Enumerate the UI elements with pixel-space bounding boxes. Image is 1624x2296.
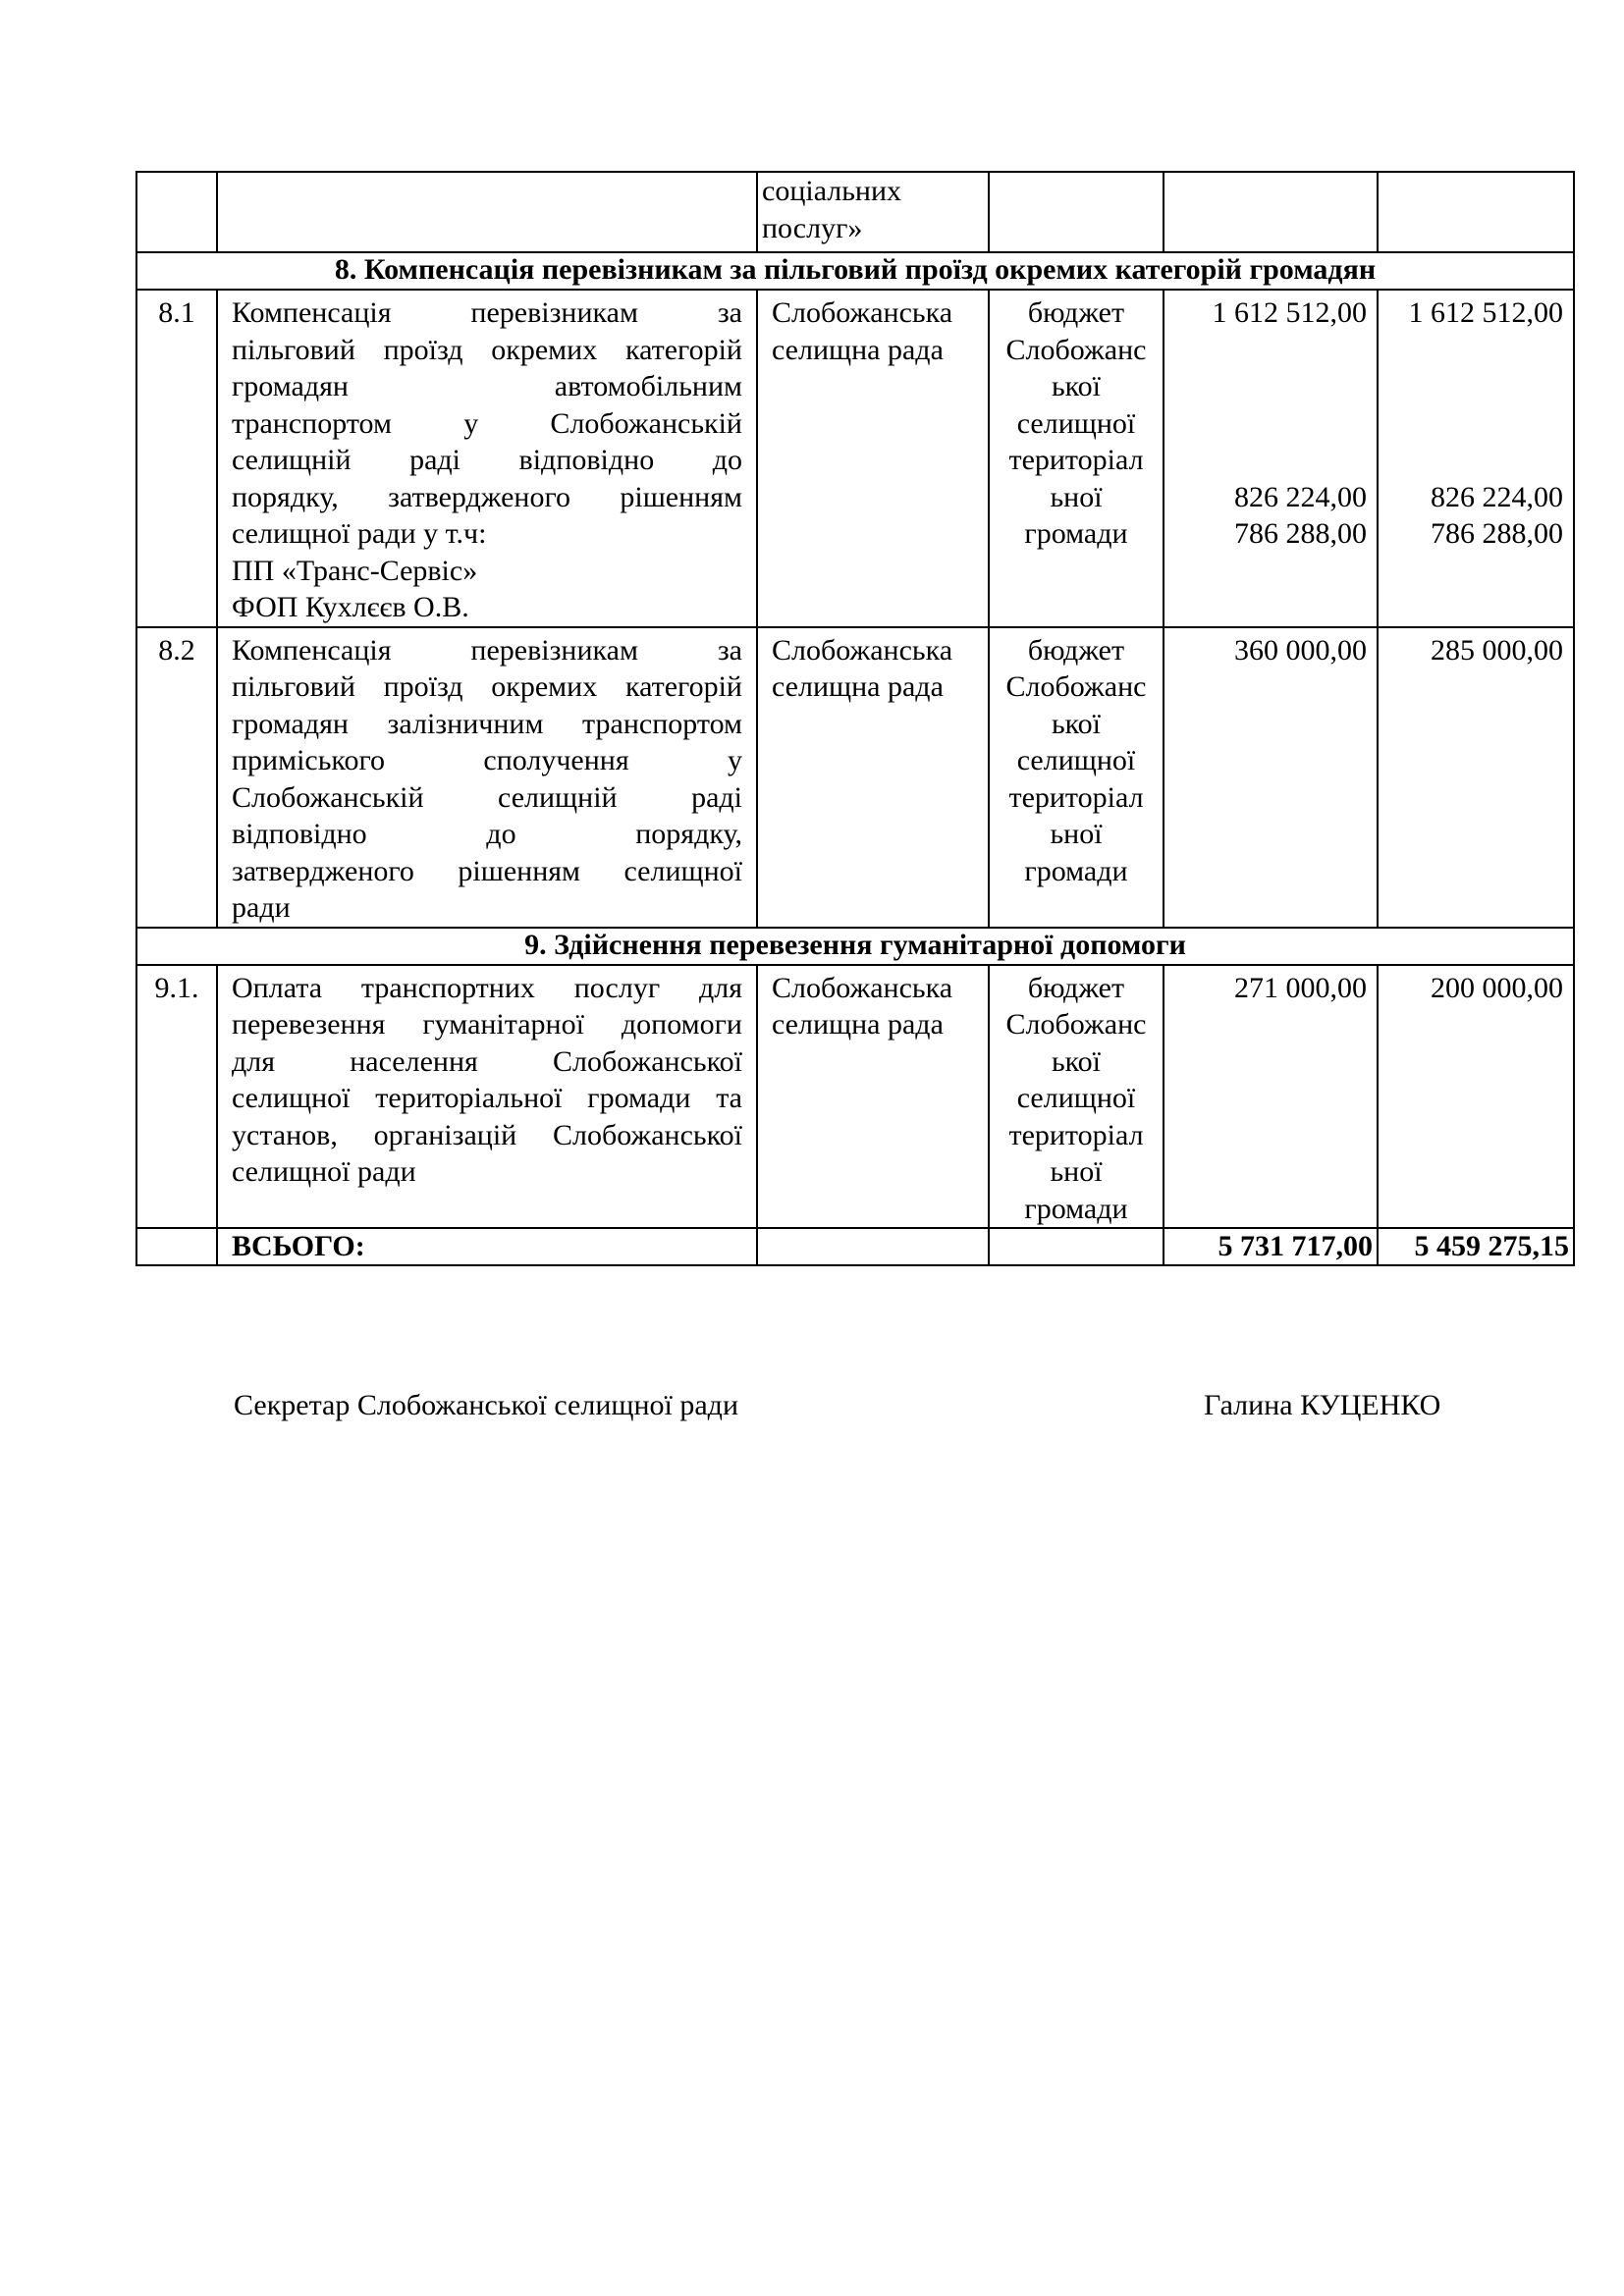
description-line: ФОП Кухлєєв О.В. xyxy=(232,591,469,623)
description-line: громадян автомобільним xyxy=(232,370,742,402)
fact-total: 200 000,00 xyxy=(1431,971,1563,1004)
row-number: 8.1 xyxy=(136,290,217,627)
table-row-continuation xyxy=(136,172,1574,252)
row-fact-amount xyxy=(1378,965,1574,1229)
funding-line: Слобожанс xyxy=(1005,670,1147,703)
row-plan-amount xyxy=(1164,290,1378,627)
row-description xyxy=(217,290,757,627)
organization-line: Слобожанська xyxy=(772,971,953,1004)
funding-line: громади xyxy=(1024,517,1128,550)
funding-line: ької xyxy=(1051,1044,1102,1078)
program-cell xyxy=(757,172,989,252)
row-number: 8.2 xyxy=(136,627,217,928)
organization-line: Слобожанська xyxy=(772,296,953,329)
description-line: Слобожанській селищній раді xyxy=(232,780,742,814)
signature-name: Галина КУЦЕНКО xyxy=(1204,1389,1441,1421)
description-line: селищної ради xyxy=(232,1155,416,1188)
description-line: селищної територіальної громади та xyxy=(232,1082,742,1114)
description-line: порядку, затвердженого рішенням xyxy=(232,480,742,513)
section-title: 8. Компенсація перевізникам за пільговий проїзд окремих категорій громадян xyxy=(136,252,1574,290)
plan-total: 360 000,00 xyxy=(1234,633,1367,667)
funding-line: ької xyxy=(1051,370,1102,402)
funding-line: громади xyxy=(1024,1192,1128,1225)
row-description xyxy=(217,965,757,1229)
row-organization xyxy=(757,290,989,627)
row-organization xyxy=(757,627,989,928)
organization-line: селищна рада xyxy=(772,670,944,703)
description-line: пільговий проїзд окремих категорій xyxy=(232,333,742,366)
row-description xyxy=(217,627,757,928)
funding-line: селищної xyxy=(1016,406,1136,440)
plan-total: 271 000,00 xyxy=(1234,971,1367,1004)
fact-total: 1 612 512,00 xyxy=(1408,296,1563,329)
organization-line: селищна рада xyxy=(772,1008,944,1041)
funding-line: територіал xyxy=(1008,1118,1144,1151)
description-line: Компенсація перевізникам за xyxy=(232,633,742,667)
plan-sub-amount: 786 288,00 xyxy=(1234,517,1367,550)
section-title: 9. Здійснення перевезення гуманітарної допомоги xyxy=(136,928,1574,965)
funding-line: територіал xyxy=(1008,780,1144,814)
description-line: Компенсація перевізникам за xyxy=(232,296,742,329)
funding-line: селищної xyxy=(1016,1082,1136,1114)
description-line: затвердженого рішенням селищної xyxy=(232,854,742,887)
funding-line: селищної xyxy=(1016,744,1136,776)
fact-sub-amount: 826 224,00 xyxy=(1431,480,1563,513)
funding-line: ьної xyxy=(1050,480,1103,513)
total-fact: 5 459 275,15 xyxy=(1378,1228,1574,1265)
description-line: приміського сполучення у xyxy=(232,744,742,776)
description-line: транспортом у Слобожанській xyxy=(232,406,742,440)
description-line: Оплата транспортних послуг для xyxy=(232,971,742,1004)
table-row xyxy=(136,965,1574,1229)
program-line: соціальних xyxy=(762,175,902,207)
description-line: ПП «Транс-Сервіс» xyxy=(232,554,478,587)
table-row xyxy=(136,627,1574,928)
description-line: громадян залізничним транспортом xyxy=(232,707,742,740)
description-line: установ, організацій Слобожанської xyxy=(232,1118,742,1151)
funding-line: ьної xyxy=(1050,1155,1103,1188)
section-header-8 xyxy=(136,252,1574,290)
table-row xyxy=(136,290,1574,627)
description-line: селищної ради у т.ч: xyxy=(232,517,487,550)
row-funding-source xyxy=(989,965,1164,1229)
table-row-total xyxy=(136,1228,1574,1265)
description-line: пільговий проїзд окремих категорій xyxy=(232,670,742,703)
section-header-9 xyxy=(136,928,1574,965)
description-line: перевезення гуманітарної допомоги xyxy=(232,1008,742,1041)
plan-total: 1 612 512,00 xyxy=(1212,296,1367,329)
funding-line: бюджет xyxy=(1027,633,1125,667)
plan-sub-amount: 826 224,00 xyxy=(1234,480,1367,513)
row-organization xyxy=(757,965,989,1229)
description-line: для населення Слобожанської xyxy=(232,1044,742,1078)
fact-sub-amount: 786 288,00 xyxy=(1431,517,1563,550)
funding-line: ьної xyxy=(1050,818,1103,850)
row-fact-amount xyxy=(1378,627,1574,928)
row-funding-source xyxy=(989,627,1164,928)
organization-line: селищна рада xyxy=(772,333,944,366)
funding-line: територіал xyxy=(1008,444,1144,476)
signature-position: Секретар Слобожанської селищної ради xyxy=(234,1389,738,1421)
row-number: 9.1. xyxy=(136,965,217,1229)
row-plan-amount xyxy=(1164,965,1378,1229)
program-line: послуг» xyxy=(762,212,863,244)
row-fact-amount xyxy=(1378,290,1574,627)
row-funding-source xyxy=(989,290,1164,627)
row-plan-amount xyxy=(1164,627,1378,928)
total-plan: 5 731 717,00 xyxy=(1164,1228,1378,1265)
funding-line: громади xyxy=(1024,854,1128,887)
funding-line: бюджет xyxy=(1027,296,1125,329)
description-line: ради xyxy=(232,891,291,924)
budget-table xyxy=(135,171,1575,1266)
funding-line: Слобожанс xyxy=(1005,1008,1147,1041)
funding-line: Слобожанс xyxy=(1005,333,1147,366)
funding-line: ької xyxy=(1051,707,1102,740)
total-label: ВСЬОГО: xyxy=(217,1228,757,1265)
fact-total: 285 000,00 xyxy=(1431,633,1563,667)
description-line: відповідно до порядку, xyxy=(232,818,742,850)
funding-line: бюджет xyxy=(1027,971,1125,1004)
description-line: селищній раді відповідно до xyxy=(232,444,742,476)
organization-line: Слобожанська xyxy=(772,633,953,667)
